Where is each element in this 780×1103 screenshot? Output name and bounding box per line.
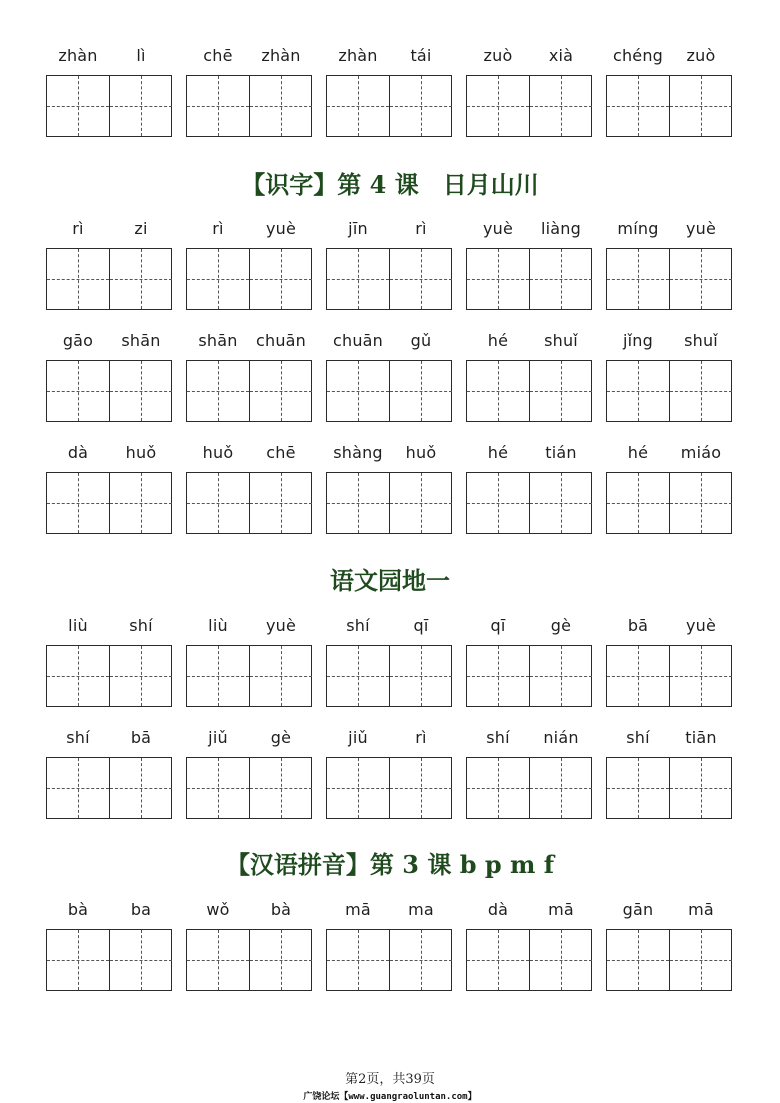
tian-grid-cell[interactable] xyxy=(669,361,732,421)
tian-grid-cell[interactable] xyxy=(607,473,669,533)
grid-guide-horizontal xyxy=(467,503,529,504)
pinyin-label: chéng xyxy=(612,46,664,65)
grid-guide-horizontal xyxy=(47,279,109,280)
tian-grid-cell[interactable] xyxy=(529,249,592,309)
grid-guide-horizontal xyxy=(110,503,172,504)
tian-grid-cell[interactable] xyxy=(467,361,529,421)
grid-guide-horizontal xyxy=(250,279,312,280)
grid-guide-horizontal xyxy=(530,788,592,789)
tian-grid-cell[interactable] xyxy=(529,930,592,990)
grid-guide-horizontal xyxy=(327,960,389,961)
tian-grid-cell[interactable] xyxy=(607,758,669,818)
tian-grid-cell[interactable] xyxy=(109,361,172,421)
tian-grid-pair xyxy=(466,929,592,991)
grid-guide-horizontal xyxy=(327,106,389,107)
tian-grid-cell[interactable] xyxy=(327,76,389,136)
grid-guide-horizontal xyxy=(670,106,732,107)
tian-grid-cell[interactable] xyxy=(607,76,669,136)
grid-guide-horizontal xyxy=(607,106,669,107)
pinyin-label: yuè xyxy=(265,616,297,635)
pinyin-label: mā xyxy=(345,900,371,919)
pinyin-label: qī xyxy=(413,616,429,635)
tian-grid-cell[interactable] xyxy=(187,473,249,533)
grid-guide-horizontal xyxy=(607,676,669,677)
tian-grid-cell[interactable] xyxy=(669,473,732,533)
tian-grid-cell[interactable] xyxy=(249,76,312,136)
pinyin-label: yuè xyxy=(685,219,717,238)
tian-grid-pair xyxy=(46,929,172,991)
pinyin-label: chuān xyxy=(332,331,384,350)
tian-grid-pair xyxy=(466,645,592,707)
pinyin-label: rì xyxy=(212,219,224,238)
pinyin-label: gǔ xyxy=(410,331,432,350)
tian-grid-cell[interactable] xyxy=(669,758,732,818)
tian-grid-pair xyxy=(46,757,172,819)
grid-guide-horizontal xyxy=(327,391,389,392)
tian-grid-cell[interactable] xyxy=(249,473,312,533)
tian-grid-cell[interactable] xyxy=(669,76,732,136)
grid-guide-horizontal xyxy=(390,960,452,961)
grid-guide-horizontal xyxy=(390,106,452,107)
pinyin-label: shí xyxy=(129,616,153,635)
tian-grid-cell[interactable] xyxy=(669,249,732,309)
pinyin-label: huǒ xyxy=(202,443,234,462)
pinyin-label: gè xyxy=(550,616,572,635)
grid-guide-horizontal xyxy=(187,279,249,280)
tian-grid-pair xyxy=(186,929,312,991)
pinyin-label: xià xyxy=(548,46,574,65)
writing-row xyxy=(0,443,780,543)
tian-grid-cell[interactable] xyxy=(389,473,452,533)
grid-guide-horizontal xyxy=(390,391,452,392)
tian-grid-cell[interactable] xyxy=(109,758,172,818)
writing-row xyxy=(0,616,780,716)
writing-row xyxy=(0,728,780,828)
tian-grid-cell[interactable] xyxy=(109,473,172,533)
tian-grid-cell[interactable] xyxy=(47,930,109,990)
grid-guide-horizontal xyxy=(670,676,732,677)
grid-guide-horizontal xyxy=(467,676,529,677)
tian-grid-pair xyxy=(326,75,452,137)
heading-yuwen-yuandi: 语文园地一 xyxy=(330,566,450,595)
tian-grid-cell[interactable] xyxy=(389,249,452,309)
pinyin-label: dà xyxy=(487,900,509,919)
pinyin-label: ba xyxy=(130,900,152,919)
grid-guide-horizontal xyxy=(187,788,249,789)
grid-guide-horizontal xyxy=(390,503,452,504)
pinyin-label: shí xyxy=(66,728,90,747)
grid-guide-horizontal xyxy=(187,106,249,107)
pinyin-label: shān xyxy=(198,331,238,350)
pinyin-label: bā xyxy=(627,616,649,635)
grid-guide-horizontal xyxy=(110,788,172,789)
tian-grid-cell[interactable] xyxy=(109,249,172,309)
tian-grid-cell[interactable] xyxy=(187,361,249,421)
tian-grid-cell[interactable] xyxy=(47,249,109,309)
pinyin-label: huǒ xyxy=(125,443,157,462)
pinyin-label: shān xyxy=(121,331,161,350)
tian-grid-pair xyxy=(326,645,452,707)
tian-grid-cell[interactable] xyxy=(389,646,452,706)
tian-grid-cell[interactable] xyxy=(47,646,109,706)
heading-lesson-4: 【识字】第 4 课 日月山川 xyxy=(241,170,539,199)
pinyin-label: qī xyxy=(490,616,506,635)
tian-grid-pair xyxy=(606,757,732,819)
tian-grid-cell[interactable] xyxy=(327,249,389,309)
tian-grid-pair xyxy=(466,248,592,310)
tian-grid-pair xyxy=(186,360,312,422)
pinyin-label: rì xyxy=(72,219,84,238)
tian-grid-cell[interactable] xyxy=(47,361,109,421)
pinyin-label: shí xyxy=(626,728,650,747)
grid-guide-horizontal xyxy=(327,503,389,504)
tian-grid-cell[interactable] xyxy=(47,758,109,818)
pinyin-label: jiǔ xyxy=(348,728,368,747)
tian-grid-pair xyxy=(606,248,732,310)
grid-guide-horizontal xyxy=(250,106,312,107)
pinyin-label: bà xyxy=(270,900,292,919)
pinyin-label: zhàn xyxy=(338,46,378,65)
tian-grid-pair xyxy=(186,757,312,819)
tian-grid-cell[interactable] xyxy=(327,646,389,706)
grid-guide-horizontal xyxy=(670,391,732,392)
grid-guide-horizontal xyxy=(250,788,312,789)
tian-grid-pair xyxy=(606,75,732,137)
grid-guide-horizontal xyxy=(670,960,732,961)
tian-grid-cell[interactable] xyxy=(389,361,452,421)
tian-grid-cell[interactable] xyxy=(467,758,529,818)
tian-grid-cell[interactable] xyxy=(249,930,312,990)
tian-grid-cell[interactable] xyxy=(109,930,172,990)
grid-guide-horizontal xyxy=(390,788,452,789)
grid-guide-horizontal xyxy=(187,503,249,504)
grid-guide-horizontal xyxy=(327,279,389,280)
tian-grid-cell[interactable] xyxy=(187,249,249,309)
tian-grid-cell[interactable] xyxy=(327,930,389,990)
tian-grid-cell[interactable] xyxy=(249,758,312,818)
grid-guide-horizontal xyxy=(530,106,592,107)
grid-guide-horizontal xyxy=(530,960,592,961)
grid-guide-horizontal xyxy=(530,503,592,504)
grid-guide-horizontal xyxy=(110,391,172,392)
grid-guide-horizontal xyxy=(467,391,529,392)
pinyin-label: gān xyxy=(622,900,654,919)
grid-guide-horizontal xyxy=(110,106,172,107)
tian-grid-cell[interactable] xyxy=(389,76,452,136)
grid-guide-horizontal xyxy=(530,676,592,677)
pinyin-label: hé xyxy=(487,331,509,350)
tian-grid-cell[interactable] xyxy=(47,76,109,136)
grid-guide-horizontal xyxy=(250,960,312,961)
tian-grid-pair xyxy=(606,472,732,534)
tian-grid-pair xyxy=(326,248,452,310)
grid-guide-horizontal xyxy=(467,960,529,961)
tian-grid-pair xyxy=(466,472,592,534)
pinyin-label: chē xyxy=(266,443,296,462)
grid-guide-horizontal xyxy=(110,279,172,280)
grid-guide-horizontal xyxy=(327,788,389,789)
tian-grid-cell[interactable] xyxy=(187,758,249,818)
pinyin-label: wǒ xyxy=(206,900,230,919)
tian-grid-cell[interactable] xyxy=(327,758,389,818)
pinyin-label: zhàn xyxy=(58,46,98,65)
tian-grid-pair xyxy=(46,248,172,310)
grid-guide-horizontal xyxy=(187,391,249,392)
pinyin-label: tián xyxy=(545,443,577,462)
grid-guide-horizontal xyxy=(670,279,732,280)
pinyin-label: huǒ xyxy=(405,443,437,462)
tian-grid-cell[interactable] xyxy=(607,249,669,309)
grid-guide-horizontal xyxy=(250,676,312,677)
heading-pinyin-lesson-3: 【汉语拼音】第 3 课 b p m f xyxy=(225,850,555,879)
pinyin-label: shí xyxy=(346,616,370,635)
tian-grid-cell[interactable] xyxy=(187,646,249,706)
grid-guide-horizontal xyxy=(607,788,669,789)
grid-guide-horizontal xyxy=(187,960,249,961)
tian-grid-cell[interactable] xyxy=(607,361,669,421)
tian-grid-cell[interactable] xyxy=(389,758,452,818)
writing-row xyxy=(0,219,780,319)
tian-grid-pair xyxy=(186,472,312,534)
tian-grid-cell[interactable] xyxy=(389,930,452,990)
tian-grid-cell[interactable] xyxy=(327,473,389,533)
pinyin-label: zuò xyxy=(483,46,513,65)
pinyin-label: mā xyxy=(548,900,574,919)
pinyin-label: tiān xyxy=(685,728,717,747)
pinyin-label: zi xyxy=(134,219,148,238)
tian-grid-cell[interactable] xyxy=(249,361,312,421)
pinyin-label: jiǔ xyxy=(208,728,228,747)
writing-row xyxy=(0,900,780,1000)
tian-grid-pair xyxy=(466,360,592,422)
grid-guide-horizontal xyxy=(607,279,669,280)
grid-guide-horizontal xyxy=(110,676,172,677)
tian-grid-pair xyxy=(186,645,312,707)
tian-grid-cell[interactable] xyxy=(249,249,312,309)
tian-grid-cell[interactable] xyxy=(187,76,249,136)
grid-guide-horizontal xyxy=(467,788,529,789)
grid-guide-horizontal xyxy=(250,503,312,504)
tian-grid-pair xyxy=(606,360,732,422)
tian-grid-pair xyxy=(186,75,312,137)
grid-guide-horizontal xyxy=(390,279,452,280)
pinyin-label: shuǐ xyxy=(684,331,718,350)
pinyin-label: jǐng xyxy=(623,331,653,350)
pinyin-label: nián xyxy=(543,728,579,747)
tian-grid-cell[interactable] xyxy=(109,646,172,706)
pinyin-label: yuè xyxy=(685,616,717,635)
pinyin-label: míng xyxy=(617,219,659,238)
pinyin-label: lì xyxy=(136,46,146,65)
tian-grid-cell[interactable] xyxy=(529,473,592,533)
pinyin-label: gāo xyxy=(62,331,94,350)
grid-guide-horizontal xyxy=(530,391,592,392)
grid-guide-horizontal xyxy=(47,106,109,107)
writing-row xyxy=(0,331,780,431)
tian-grid-pair xyxy=(326,360,452,422)
pinyin-label: liù xyxy=(208,616,228,635)
tian-grid-cell[interactable] xyxy=(467,76,529,136)
grid-guide-horizontal xyxy=(327,676,389,677)
tian-grid-pair xyxy=(326,472,452,534)
pinyin-label: mā xyxy=(688,900,714,919)
grid-guide-horizontal xyxy=(467,106,529,107)
grid-guide-horizontal xyxy=(47,676,109,677)
tian-grid-cell[interactable] xyxy=(109,76,172,136)
tian-grid-pair xyxy=(466,75,592,137)
tian-grid-cell[interactable] xyxy=(669,930,732,990)
tian-grid-cell[interactable] xyxy=(187,930,249,990)
tian-grid-cell[interactable] xyxy=(467,930,529,990)
tian-grid-cell[interactable] xyxy=(327,361,389,421)
tian-grid-cell[interactable] xyxy=(47,473,109,533)
writing-row xyxy=(0,46,780,146)
tian-grid-cell[interactable] xyxy=(669,646,732,706)
pinyin-label: hé xyxy=(487,443,509,462)
pinyin-label: chē xyxy=(203,46,233,65)
pinyin-label: ma xyxy=(408,900,434,919)
grid-guide-horizontal xyxy=(187,676,249,677)
pinyin-label: hé xyxy=(627,443,649,462)
grid-guide-horizontal xyxy=(390,676,452,677)
pinyin-label: chuān xyxy=(255,331,307,350)
grid-guide-horizontal xyxy=(607,960,669,961)
tian-grid-cell[interactable] xyxy=(529,646,592,706)
pinyin-label: rì xyxy=(415,219,427,238)
pinyin-label: liàng xyxy=(541,219,581,238)
grid-guide-horizontal xyxy=(110,960,172,961)
grid-guide-horizontal xyxy=(670,788,732,789)
grid-guide-horizontal xyxy=(250,391,312,392)
grid-guide-horizontal xyxy=(670,503,732,504)
site-watermark: 广饶论坛【www.guangraoluntan.com】 xyxy=(303,1092,477,1102)
tian-grid-pair xyxy=(326,929,452,991)
pinyin-label: shuǐ xyxy=(544,331,578,350)
tian-grid-pair xyxy=(326,757,452,819)
pinyin-label: tái xyxy=(410,46,432,65)
pinyin-label: yuè xyxy=(265,219,297,238)
tian-grid-pair xyxy=(466,757,592,819)
grid-guide-horizontal xyxy=(467,279,529,280)
grid-guide-horizontal xyxy=(47,503,109,504)
page-number: 第2页，共39页 xyxy=(345,1072,435,1087)
grid-guide-horizontal xyxy=(530,279,592,280)
tian-grid-cell[interactable] xyxy=(467,646,529,706)
grid-guide-horizontal xyxy=(47,960,109,961)
tian-grid-pair xyxy=(46,472,172,534)
tian-grid-cell[interactable] xyxy=(529,361,592,421)
tian-grid-pair xyxy=(186,248,312,310)
pinyin-label: bà xyxy=(67,900,89,919)
pinyin-label: yuè xyxy=(482,219,514,238)
tian-grid-pair xyxy=(46,645,172,707)
grid-guide-horizontal xyxy=(47,391,109,392)
tian-grid-pair xyxy=(606,645,732,707)
tian-grid-pair xyxy=(606,929,732,991)
pinyin-label: bā xyxy=(130,728,152,747)
grid-guide-horizontal xyxy=(607,503,669,504)
tian-grid-pair xyxy=(46,360,172,422)
pinyin-label: jīn xyxy=(348,219,368,238)
tian-grid-cell[interactable] xyxy=(529,76,592,136)
pinyin-label: dà xyxy=(67,443,89,462)
pinyin-label: rì xyxy=(415,728,427,747)
tian-grid-cell[interactable] xyxy=(607,930,669,990)
pinyin-label: miáo xyxy=(680,443,722,462)
grid-guide-horizontal xyxy=(47,788,109,789)
pinyin-label: shí xyxy=(486,728,510,747)
pinyin-label: liù xyxy=(68,616,88,635)
pinyin-label: zuò xyxy=(686,46,716,65)
pinyin-label: zhàn xyxy=(261,46,301,65)
tian-grid-cell[interactable] xyxy=(467,249,529,309)
tian-grid-cell[interactable] xyxy=(607,646,669,706)
tian-grid-cell[interactable] xyxy=(249,646,312,706)
pinyin-label: gè xyxy=(270,728,292,747)
pinyin-label: shàng xyxy=(333,443,383,462)
grid-guide-horizontal xyxy=(607,391,669,392)
tian-grid-pair xyxy=(46,75,172,137)
tian-grid-cell[interactable] xyxy=(529,758,592,818)
tian-grid-cell[interactable] xyxy=(467,473,529,533)
footer xyxy=(0,1068,780,1102)
